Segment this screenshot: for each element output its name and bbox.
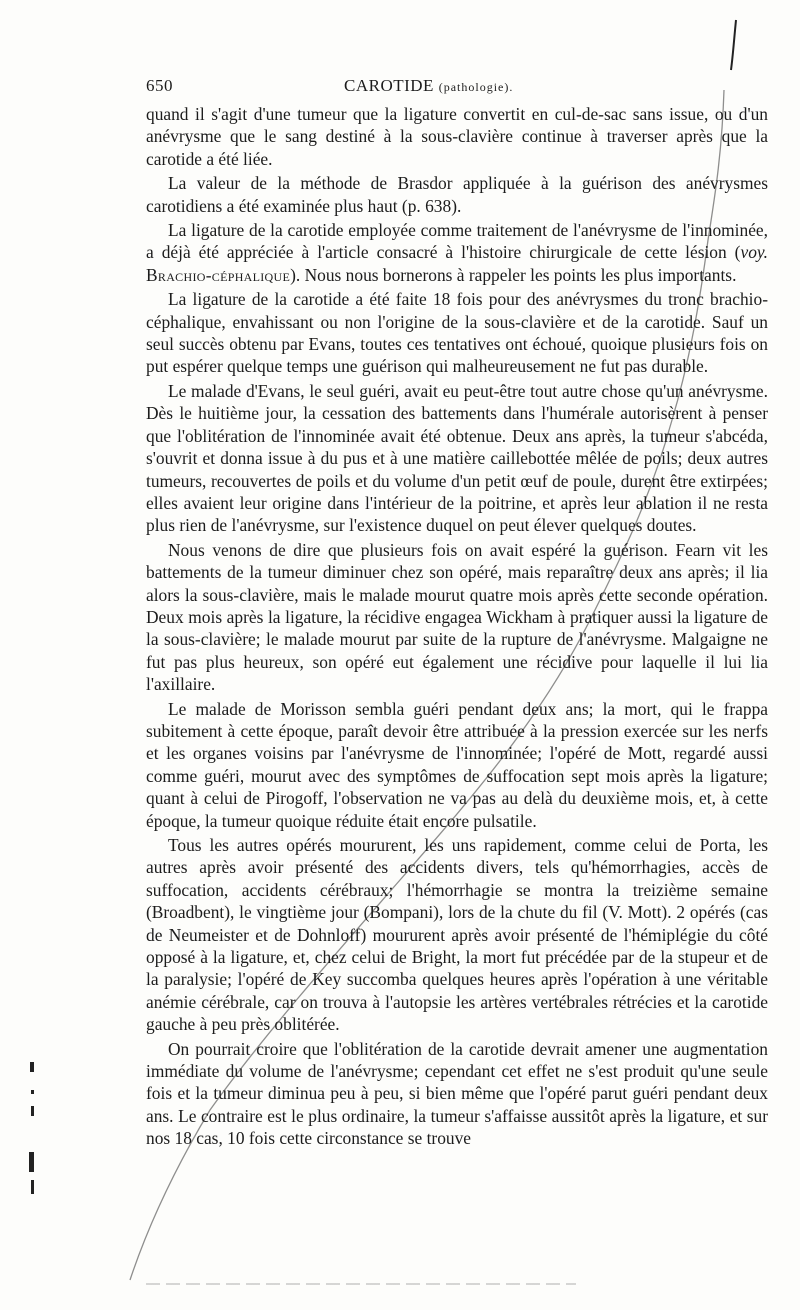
paragraph: La valeur de la méthode de Brasdor appliquée à la guérison des anévrysmes carotidiens a été examinée plus haut (p. 638). <box>146 173 768 216</box>
page-number: 650 <box>146 76 173 95</box>
scan-mark <box>31 1180 34 1194</box>
paragraph-text: ). Nous nous bornerons à rappeler les points les plus importants. <box>290 264 737 285</box>
paragraph: Nous venons de dire que plusieurs fois on avait espéré la guérison. Fearn vit les battements de la tumeur diminuer chez son opéré, mais reparaître deux ans après; il lia alors la sous-clavière, mais le malade mourut quatre mois après cette seconde opération. Deux mois après la ligature, la récidive engagea Wickham à pratiquer aussi la ligature de la sous-clavière; le malade mourut par suite de la rupture de l'anévrysme. Malgaigne ne fut pas plus heureux, son opéré eut également une récidive pour laquelle il lui lia l'axillaire. <box>146 539 768 695</box>
scan-mark <box>30 1062 34 1072</box>
paragraph: La ligature de la carotide a été faite 18 fois pour des anévrysmes du tronc brachio-céphalique, envahissant ou non l'origine de la sous-clavière et de la carotide. Sauf un seul succès obtenu par Evans, toutes ces tentatives ont échoué, quoique plusieurs fois on put espérer quelque temps une guérison qui malheureusement ne fut pas durable. <box>146 289 768 377</box>
paragraph: Tous les autres opérés moururent, les uns rapidement, comme celui de Porta, les autres après avoir présenté des accidents divers, tels qu'hémorrhagies, accès de suffocation, accidents cérébraux; l'hémorrhagie se montra la treizième semaine (Broadbent), le vingtième jour (Bompani), lors de la chute du fil (V. Mott). 2 opérés (cas de Neumeister et de Dohnloff) moururent après avoir présenté de l'hémiplégie du côté opposé à la ligature, et, chez celui de Bright, la mort fut précédée par de la stupeur et de la paralysie; l'opéré de Key succomba quelques heures après l'opération à une véritable anémie cérébrale, car on trouva à l'autopsie les artères vertébrales rétrécies et la carotide gauche à peu près oblitérée. <box>146 835 768 1035</box>
running-title <box>344 76 513 96</box>
scan-mark <box>29 1152 34 1172</box>
scan-mark <box>31 1090 34 1094</box>
body-text <box>146 103 768 1152</box>
running-title-sub: (pathologie). <box>438 80 514 94</box>
paragraph-text: La ligature de la carotide employée comme traitement de l'anévrysme de l'innominée, a déjà été appréciée à l'article consacré à l'histoire chirurgicale de cette lésion ( <box>146 220 768 263</box>
paragraph: Le malade d'Evans, le seul guéri, avait eu peut-être tout autre chose qu'un anévrysme. Dès le huitième jour, la cessation des battements dans l'humérale autorisèrent à penser que l'oblitération de l'innominée avait été obtenue. Deux ans après, la tumeur s'abcéda, s'ouvrit et donna issue à du pus et à une matière caillebottée mêlée de poils; deux autres tumeurs, recouvertes de poils et du volume d'un petit œuf de poule, durent être extirpées; elles avaient leur origine dans l'intérieur de la poitrine, et après leur ablation il ne resta plus rien de l'anévrysme, sur l'existence duquel on peut élever quelques doutes. <box>146 380 768 536</box>
running-header <box>146 76 786 100</box>
reference-abbrev: voy. <box>740 242 768 263</box>
paragraph <box>146 219 768 286</box>
scan-mark <box>31 1106 34 1116</box>
paragraph: Le malade de Morisson sembla guéri pendant deux ans; la mort, qui le frappa subitement à cette époque, paraît devoir être attribuée à la pression exercée sur les nerfs et les organes voisins par l'anévrysme de l'innominée; l'opéré de Mott, regardé aussi comme guéri, mourut avec des symptômes de suffocation sept mois après la ligature; quant à celui de Pirogoff, l'observation ne va pas au delà du deuxième mois, et, à cette époque, la tumeur quoique réduite était encore pulsatile. <box>146 698 768 831</box>
running-title-main: CAROTIDE <box>344 76 434 95</box>
bottom-bleed-through <box>146 1283 576 1285</box>
cross-reference: Brachio-céphalique <box>146 264 291 285</box>
paragraph: On pourrait croire que l'oblitération de la carotide devrait amener une augmentation immédiate du volume de l'anévrysme; cependant cet effet ne s'est produit qu'une seule fois et la tumeur diminua peu à peu, si bien même que l'opéré parut guéri pendant deux ans. Le contraire est le plus ordinaire, la tumeur s'affaisse aussitôt après la ligature, et sur nos 18 cas, 10 fois cette circonstance se trouve <box>146 1038 768 1149</box>
paragraph: quand il s'agit d'une tumeur que la ligature convertit en cul-de-sac sans issue, ou d'un anévrysme que le sang destiné à la sous-clavière continue à traverser après que la carotide a été liée. <box>146 104 768 169</box>
